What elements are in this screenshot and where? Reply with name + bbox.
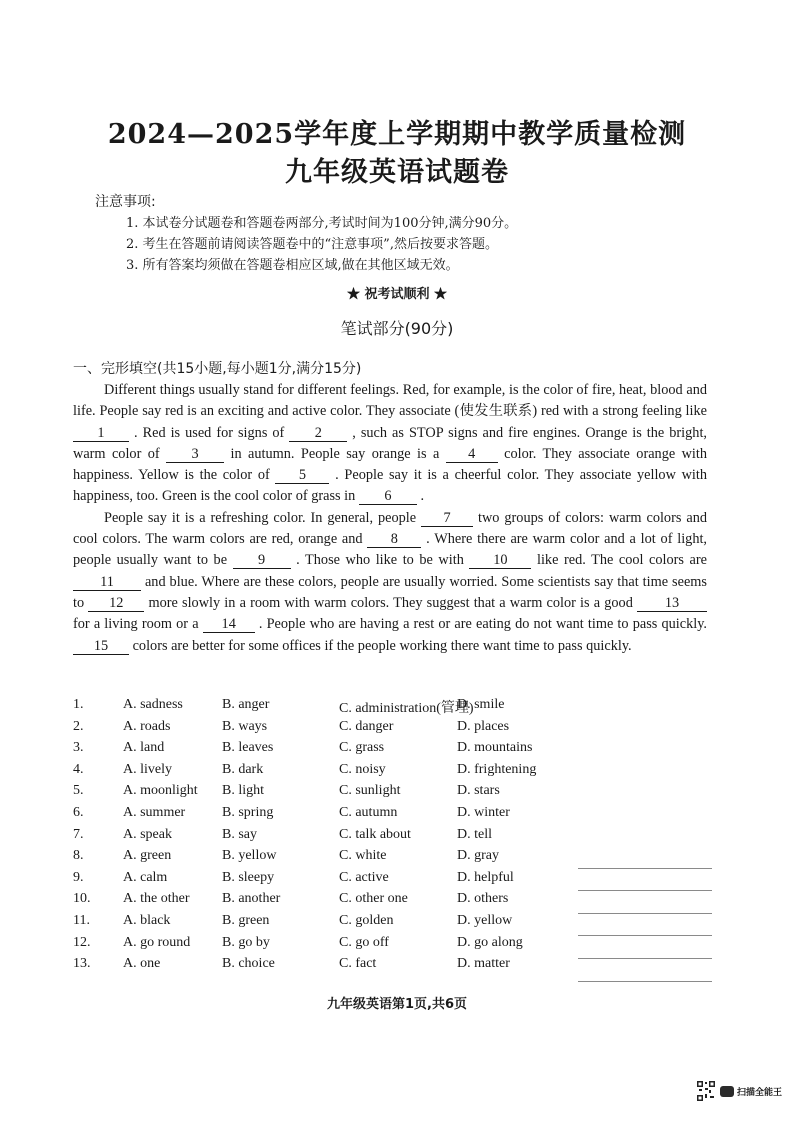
option-a: A. green: [123, 848, 172, 864]
option-b: B. dark: [222, 761, 264, 777]
answer-line: [578, 891, 712, 914]
notice-list: [126, 212, 517, 275]
question-number: 7.: [73, 826, 84, 842]
option-c: C. golden: [339, 912, 394, 928]
option-d: D. tell: [457, 826, 492, 842]
answer-lines: [578, 846, 712, 982]
blank-12: 12: [88, 596, 144, 612]
option-b: B. green: [222, 912, 270, 928]
option-b: B. yellow: [222, 848, 277, 864]
option-c: C. other one: [339, 891, 408, 907]
option-d: D. gray: [457, 848, 499, 864]
camscanner-icon: [720, 1086, 734, 1097]
option-d: D. stars: [457, 783, 500, 799]
option-a: A. summer: [123, 804, 186, 820]
blank-4: 4: [446, 447, 498, 463]
option-c: C. go off: [339, 934, 389, 950]
question-number: 9.: [73, 869, 84, 885]
option-c: C. talk about: [339, 826, 411, 842]
option-d: D. others: [457, 891, 509, 907]
question-number: 8.: [73, 848, 84, 864]
option-b: B. leaves: [222, 740, 274, 756]
option-c: C. autumn: [339, 804, 398, 820]
option-a: A. black: [123, 912, 171, 928]
option-a: A. roads: [123, 718, 171, 734]
exam-title: 2024—2025学年度上学期期中教学质量检测: [107, 119, 687, 150]
passage-text: Different things usually stand for different feelings. Red, for example, is the color of fire, heat, blood and life. People say red is an exciting and active color. They associate (使发生联系) red with a strong feeling like: [73, 382, 707, 420]
question-number: 13.: [73, 956, 91, 972]
blank-14: 14: [203, 617, 255, 633]
passage-text: . Where there are warm color and a lot of light, people usually want to be: [73, 531, 708, 569]
option-b: B. light: [222, 783, 265, 799]
option-c: C. administration(管理): [339, 701, 474, 716]
passage-text: more slowly in a room with warm colors. They suggest that a warm color is a good: [148, 594, 633, 611]
passage-text: .: [420, 488, 425, 505]
option-d: D. yellow: [457, 912, 513, 928]
question-number: 2.: [73, 718, 84, 734]
option-a: A. moonlight: [123, 783, 198, 799]
option-b: B. spring: [222, 804, 274, 820]
option-b: B. another: [222, 891, 281, 907]
option-a: A. calm: [123, 869, 168, 885]
question-number: 1.: [73, 697, 84, 712]
page-footer: 九年级英语第1页,共6页: [326, 997, 468, 1012]
question-number: 5.: [73, 783, 84, 799]
option-b: B. go by: [222, 934, 270, 950]
blank-5: 5: [275, 468, 329, 484]
passage-text: . People who are having a rest or are eating do not want time to pass quickly.: [258, 616, 708, 633]
blank-11: 11: [73, 575, 141, 591]
notice-heading: 注意事项:: [95, 194, 156, 210]
option-c: C. noisy: [339, 761, 386, 777]
option-d: D. frightening: [457, 761, 537, 777]
cloze-passage: [73, 380, 707, 657]
passage-paragraph-2: [73, 508, 707, 657]
option-a: A. go round: [123, 934, 191, 950]
option-c: C. fact: [339, 956, 377, 972]
scanner-logo-text: 扫描全能王: [737, 1087, 783, 1098]
question-number: 3.: [73, 740, 84, 756]
blank-3: 3: [166, 447, 224, 463]
question-number: 12.: [73, 934, 91, 950]
passage-text: , such as STOP signs and fire engines. Orange is the bright, warm color of: [73, 424, 707, 462]
good-luck-line: ★ 祝考试顺利 ★: [346, 287, 448, 302]
scanner-logo: [696, 1080, 782, 1102]
exam-subtitle: 九年级英语试题卷: [285, 157, 509, 188]
blank-6: 6: [359, 489, 417, 505]
option-c: C. grass: [339, 740, 385, 756]
blank-10: 10: [469, 553, 531, 569]
blank-13: 13: [637, 596, 707, 612]
option-d: D. helpful: [457, 869, 514, 885]
answer-line: [578, 936, 712, 959]
option-b: B. sleepy: [222, 869, 275, 885]
passage-text: . People say it is a cheerful color. They associate yellow with happiness, too. Green is the cool color of grass in: [73, 467, 708, 505]
blank-7: 7: [421, 511, 473, 527]
option-b: B. say: [222, 826, 257, 842]
answer-line: [578, 869, 712, 892]
passage-text: . Red is used for signs of: [134, 424, 285, 441]
option-b: B. choice: [222, 956, 275, 972]
option-d: D. matter: [457, 956, 510, 972]
blank-2: 2: [289, 426, 347, 442]
option-c: C. white: [339, 848, 387, 864]
option-d: D. smile: [457, 697, 505, 712]
passage-text: People say it is a refreshing color. In general, people: [104, 509, 417, 526]
option-a: A. sadness: [123, 697, 183, 712]
question-number: 4.: [73, 761, 84, 777]
option-d: D. places: [457, 718, 510, 734]
passage-text: . Those who like to be with: [296, 552, 464, 569]
passage-text: in autumn. People say orange is a: [230, 445, 440, 462]
blank-1: 1: [73, 426, 129, 442]
option-d: D. mountains: [457, 740, 533, 756]
notice-item: 1. 本试卷分试题卷和答题卷两部分,考试时间为100分钟,满分90分。: [126, 216, 518, 231]
notice-item: 2. 考生在答题前请阅读答题卷中的“注意事项”,然后按要求答题。: [126, 237, 498, 252]
blank-15: 15: [73, 639, 129, 655]
answer-line: [578, 959, 712, 982]
answer-line: [578, 914, 712, 937]
option-d: D. winter: [457, 804, 510, 820]
option-a: A. one: [123, 956, 161, 972]
option-a: A. lively: [123, 761, 172, 777]
passage-paragraph-1: [73, 380, 707, 508]
option-b: B. ways: [222, 718, 268, 734]
question-number: 11.: [73, 912, 90, 928]
option-a: A. land: [123, 740, 165, 756]
option-d: D. go along: [457, 934, 523, 950]
passage-text: color. They associate orange with happiness. Yellow is the color of: [73, 445, 708, 484]
passage-text: and blue. Where are these colors, people are usually worried. Some scientists say that time seems to: [73, 573, 707, 611]
option-b: B. anger: [222, 697, 270, 712]
passage-text: for a living room or a: [73, 616, 199, 633]
passage-text: two groups of colors: warm colors and cool colors. The warm colors are red, orange and: [73, 509, 707, 548]
option-c: C. danger: [339, 718, 394, 734]
option-c: C. sunlight: [339, 783, 401, 799]
option-c: C. active: [339, 869, 389, 885]
option-a: A. speak: [123, 826, 172, 842]
question-number: 10.: [73, 891, 91, 907]
blank-8: 8: [367, 532, 421, 548]
part-title: 笔试部分(90分): [340, 319, 454, 338]
notice-item: 3. 所有答案均须做在答题卷相应区域,做在其他区域无效。: [126, 258, 459, 273]
answer-line: [578, 846, 712, 869]
passage-text: colors are better for some offices if the people working there want time to pass quickly.: [132, 637, 632, 654]
question-number: 6.: [73, 804, 84, 820]
qr-code-icon: [696, 1080, 716, 1102]
passage-text: like red. The cool colors are: [536, 552, 708, 569]
option-a: A. the other: [123, 891, 190, 907]
section-title: 一、完形填空(共15小题,每小题1分,满分15分): [73, 361, 362, 377]
blank-9: 9: [233, 553, 291, 569]
